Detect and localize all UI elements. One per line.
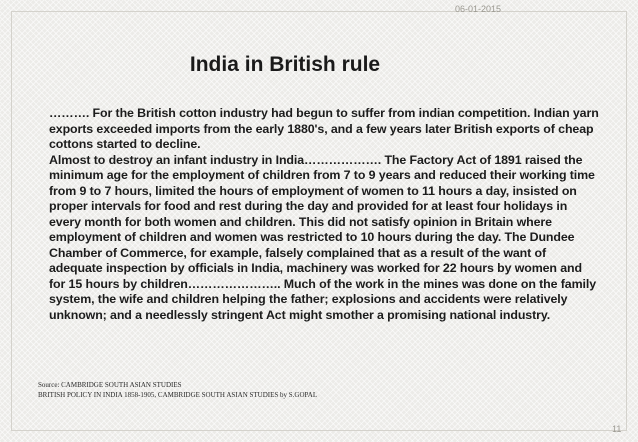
source-line-2: BRITISH POLICY IN INDIA 1858-1905, CAMBRIDGE SOUTH ASIAN STUDIES by S.GOPAL <box>38 390 318 399</box>
source-line-1: Source: CAMBRIDGE SOUTH ASIAN STUDIES <box>38 381 182 389</box>
body-paragraph-cotton: ………. For the British cotton industry had begun to suffer from indian competition. Indian yarn exports exceeded imports from the early 1880's, and a few years later British exports of cheap cottons started to decline. <box>49 106 599 151</box>
slide-title: India in British rule <box>189 53 381 76</box>
page-number: 11 <box>612 424 622 434</box>
body-paragraph-factory-act: Almost to destroy an infant industry in India………………. The Factory Act of 1891 raised the minimum age for the employment of children from 7 to 9 years and reduced their working time from 9 to 7 hours, limited the hours of employment of women to 11 hours a day, insisted on proper intervals for food and rest during the day and provided for at least four holidays in every month for both women and children. This did not satisfy opinion in Britain where employment of children and women was restricted to 10 hours during the day. The Dundee Chamber of Commerce, for example, falsely complained that as a result of the want of adequate inspection by officials in India, machinery was worked for 22 hours by women and for 15 hours by children………………….. Much of the work in the mines was done on the family system, the wife and children helping the father; explosions and accidents were relatively unknown; and a needlessly stringent Act might smother a promising national industry. <box>49 152 596 322</box>
source-citation <box>38 381 558 400</box>
slide-date: 06-01-2015 <box>455 4 502 14</box>
slide-body <box>49 106 601 323</box>
